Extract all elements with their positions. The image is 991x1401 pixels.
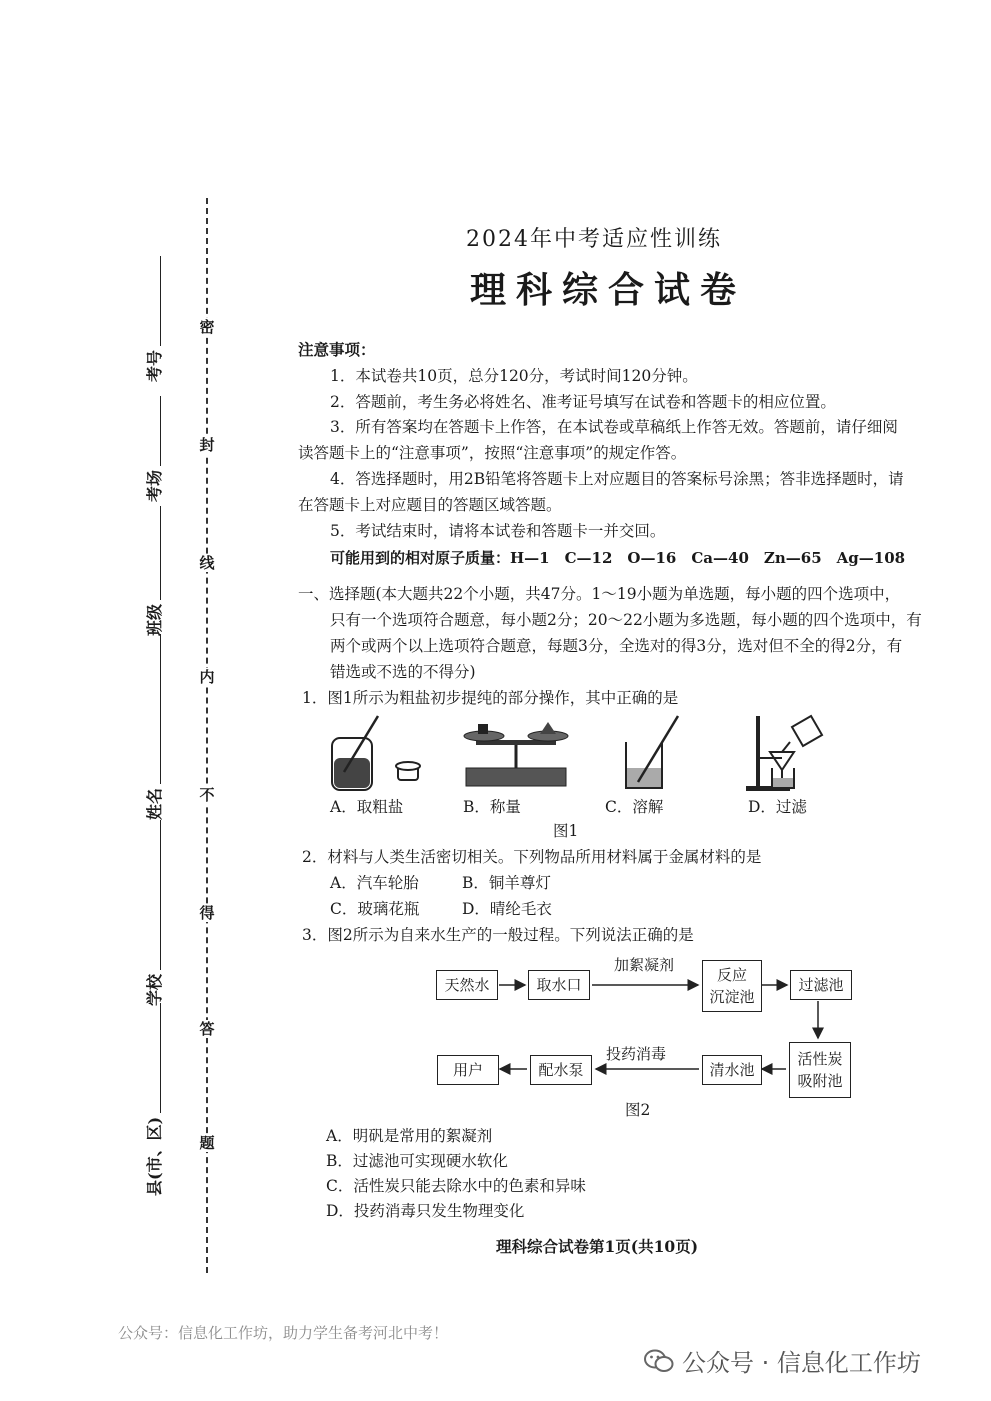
watermark-text: 公众号：信息化工作坊，助力学生备考河北中考！ [118,1324,449,1342]
q1-option-c: C．溶解 [605,798,664,816]
seal-char: 题 [199,1134,215,1152]
q3-option-c: C．活性炭只能去除水中的色素和异味 [326,1177,586,1195]
q3-option-d: D．投药消毒只发生物理变化 [326,1202,525,1220]
section-intro: 只有一个选项符合题意，每小题2分；20～22小题为多选题，每小题的四个选项中，有 [330,611,922,629]
wechat-badge [644,1343,921,1378]
box-line: 活性炭 [797,1050,843,1068]
box-carbon-tank [789,1042,851,1098]
exam-subtitle: 2024年中考适应性训练 [466,227,722,252]
field-exam-room[interactable]: 考场 [142,396,165,502]
atomic-mass: 可能用到的相对原子质量：H—1 C—12 O—16 Ca—40 Zn—65 Ag—108 [330,549,906,567]
section-intro: 错选或不选的不得分) [330,663,476,681]
question-2-stem: 2．材料与人类生活密切相关。下列物品所用材料属于金属材料的是 [302,848,762,866]
seal-char: 线 [199,554,215,572]
label-add-flocculant: 加絮凝剂 [614,956,675,974]
box-reaction-tank [702,960,762,1012]
q3-option-a: A．明矾是常用的絮凝剂 [326,1127,493,1145]
seal-char: 封 [199,436,215,454]
box-natural-water: 天然水 [436,970,498,1000]
seal-char: 密 [199,318,215,336]
figure-2-caption: 图2 [625,1101,651,1119]
q3-option-b: B．过滤池可实现硬水软化 [326,1152,508,1170]
box-line: 反应 [716,966,747,984]
section-intro: 两个或两个以上选项符合题意，每题3分，全选对的得3分，选对但不全的得2分，有 [330,637,903,655]
notice-heading: 注意事项： [298,340,376,359]
wechat-icon [644,1348,674,1374]
label-disinfection: 投药消毒 [606,1045,667,1063]
box-user: 用户 [437,1055,499,1085]
notice-item: 在答题卡上对应题目的答题区域答题。 [298,496,562,514]
notice-item: 4．答选择题时，用2B铅笔将答题卡上对应题目的答案标号涂黑；答非选择题时，请 [330,470,904,488]
figure-1-caption: 图1 [553,822,579,840]
wechat-account-name: 公众号 · 信息化工作坊 [682,1349,921,1377]
q2-option-a: A．汽车轮胎 [330,874,419,892]
notice-item: 3．所有答案均在答题卡上作答，在本试卷或草稿纸上作答无效。答题前，请仔细阅 [330,418,898,436]
q1-option-d: D．过滤 [748,798,807,816]
question-3-stem: 3．图2所示为自来水生产的一般过程。下列说法正确的是 [302,926,694,944]
field-exam-number[interactable]: 考号 [142,256,165,382]
q2-option-b: B．铜羊尊灯 [462,874,551,892]
seal-char: 答 [199,1020,215,1038]
field-school[interactable]: 学校 [142,820,165,1006]
q2-option-d: D．晴纶毛衣 [462,900,552,918]
box-clear-water-tank: 清水池 [702,1055,762,1085]
section-intro: 一、选择题(本大题共22个小题，共47分。1～19小题为单选题，每小题的四个选项中， [298,585,901,603]
q1-option-a: A．取粗盐 [330,798,404,816]
question-1-stem: 1．图1所示为粗盐初步提纯的部分操作，其中正确的是 [302,689,679,707]
box-distribution-pump: 配水泵 [530,1055,592,1085]
notice-item: 2．答题前，考生务必将姓名、准考证号填写在试卷和答题卡的相应位置。 [330,393,836,411]
box-line: 吸附池 [797,1072,843,1090]
field-name[interactable]: 姓名 [142,634,165,820]
notice-item: 1．本试卷共10页，总分120分，考试时间120分钟。 [330,367,698,385]
box-filter-tank: 过滤池 [790,970,852,1000]
field-class[interactable]: 班级 [142,506,165,636]
field-county[interactable]: 县(市、区) [142,1003,165,1196]
box-water-intake: 取水口 [528,970,590,1000]
q2-option-c: C．玻璃花瓶 [330,900,420,918]
page-footer: 理科综合试卷第1页(共10页) [496,1237,699,1256]
seal-char: 内 [199,668,215,686]
seal-char: 不 [199,786,215,804]
notice-item: 读答题卡上的“注意事项”，按照“注意事项”的规定作答。 [298,444,687,462]
exam-title: 理科综合试卷 [470,269,747,311]
notice-item: 5．考试结束时，请将本试卷和答题卡一并交回。 [330,522,666,540]
box-line: 沉淀池 [709,988,755,1006]
seal-char: 得 [199,904,215,922]
q1-option-b: B．称量 [463,798,521,816]
